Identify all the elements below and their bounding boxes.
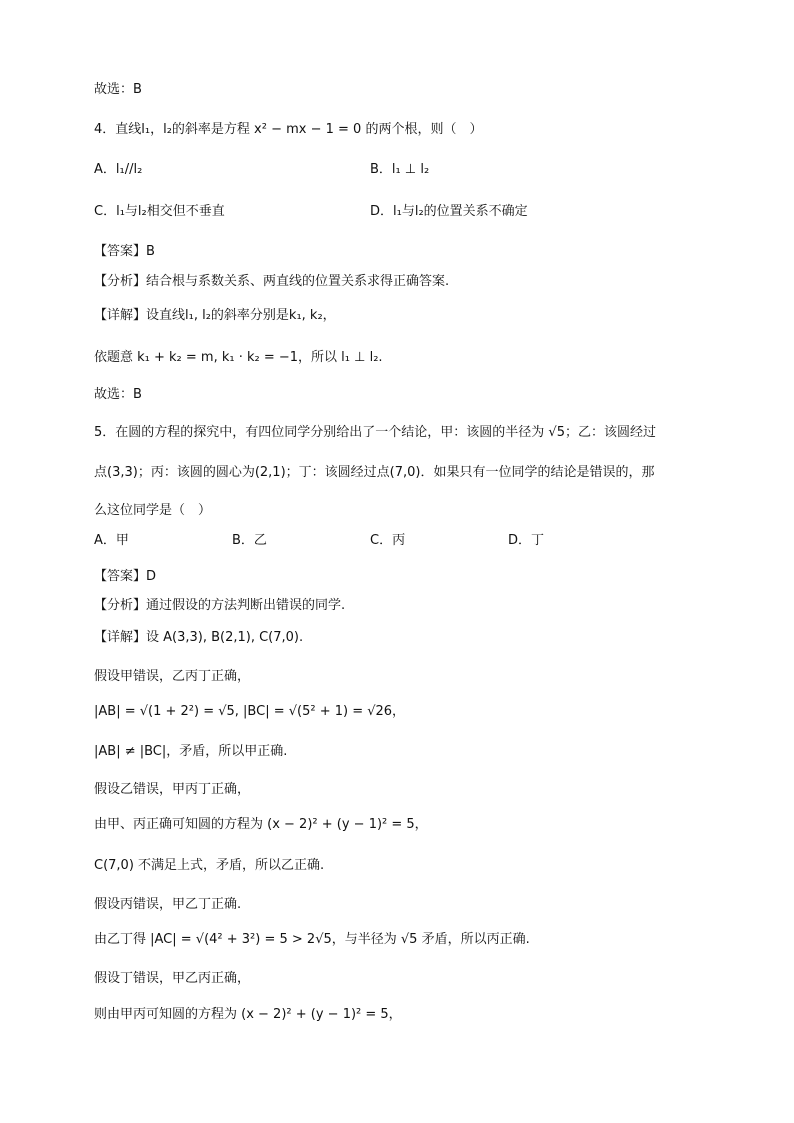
answer-label: 【答案】B xyxy=(94,244,155,259)
q4-option-c: C．l₁与l₂相交但不垂直 xyxy=(94,204,225,219)
text-line: 依题意 k₁ + k₂ = m, k₁ · k₂ = −1，所以 l₁ ⊥ l₂. xyxy=(94,350,383,365)
q5-option-c: C．丙 xyxy=(370,533,406,548)
text-line: 假设乙错误，甲丙丁正确， xyxy=(94,782,251,797)
text-line: |AB| = √(1 + 2²) = √5, |BC| = √(5² + 1) = √26， xyxy=(94,704,406,719)
text-line: 由乙丁得 |AC| = √(4² + 3²) = 5 > 2√5，与半径为 √5 矛盾，所以丙正确. xyxy=(94,932,530,947)
analysis-line: 【分析】结合根与系数关系、两直线的位置关系求得正确答案. xyxy=(94,274,450,289)
text-line: 假设丙错误，甲乙丁正确. xyxy=(94,897,242,912)
q5-option-d: D．丁 xyxy=(508,533,545,548)
text-line: 假设丁错误，甲乙丙正确， xyxy=(94,971,251,986)
text-line: |AB| ≠ |BC|，矛盾，所以甲正确. xyxy=(94,744,288,759)
q4-option-b: B．l₁ ⊥ l₂ xyxy=(370,162,430,177)
text-line: 故选：B xyxy=(94,387,142,402)
analysis-line: 【分析】通过假设的方法判断出错误的同学. xyxy=(94,598,346,613)
answer-label: 【答案】D xyxy=(94,569,157,584)
question-5-stem-cont: 点(3,3)；丙：该圆的圆心为(2,1)；丁：该圆经过点(7,0)．如果只有一位同学的结论是错误的，那 xyxy=(94,465,655,480)
question-5-stem: 5．在圆的方程的探究中，有四位同学分别给出了一个结论，甲：该圆的半径为 √5；乙：该圆经过 xyxy=(94,425,656,440)
q5-option-a: A．甲 xyxy=(94,533,129,548)
text-line: 由甲、丙正确可知圆的方程为 (x − 2)² + (y − 1)² = 5， xyxy=(94,817,428,832)
detail-line: 【详解】设直线l₁, l₂的斜率分别是k₁, k₂， xyxy=(94,308,336,323)
q4-option-d: D．l₁与l₂的位置关系不确定 xyxy=(370,204,528,219)
q5-option-b: B．乙 xyxy=(232,533,267,548)
text-line: 则由甲丙可知圆的方程为 (x − 2)² + (y − 1)² = 5， xyxy=(94,1007,402,1022)
detail-line: 【详解】设 A(3,3), B(2,1), C(7,0). xyxy=(94,630,304,645)
text-line: 故选：B xyxy=(94,82,142,97)
question-4-stem: 4．直线l₁，l₂的斜率是方程 x² − mx − 1 = 0 的两个根，则（ ） xyxy=(94,122,483,137)
question-5-stem-end: 么这位同学是（ ） xyxy=(94,503,212,518)
q4-option-a: A．l₁//l₂ xyxy=(94,162,143,177)
text-line: C(7,0) 不满足上式，矛盾，所以乙正确. xyxy=(94,858,325,873)
text-line: 假设甲错误，乙丙丁正确， xyxy=(94,669,251,684)
